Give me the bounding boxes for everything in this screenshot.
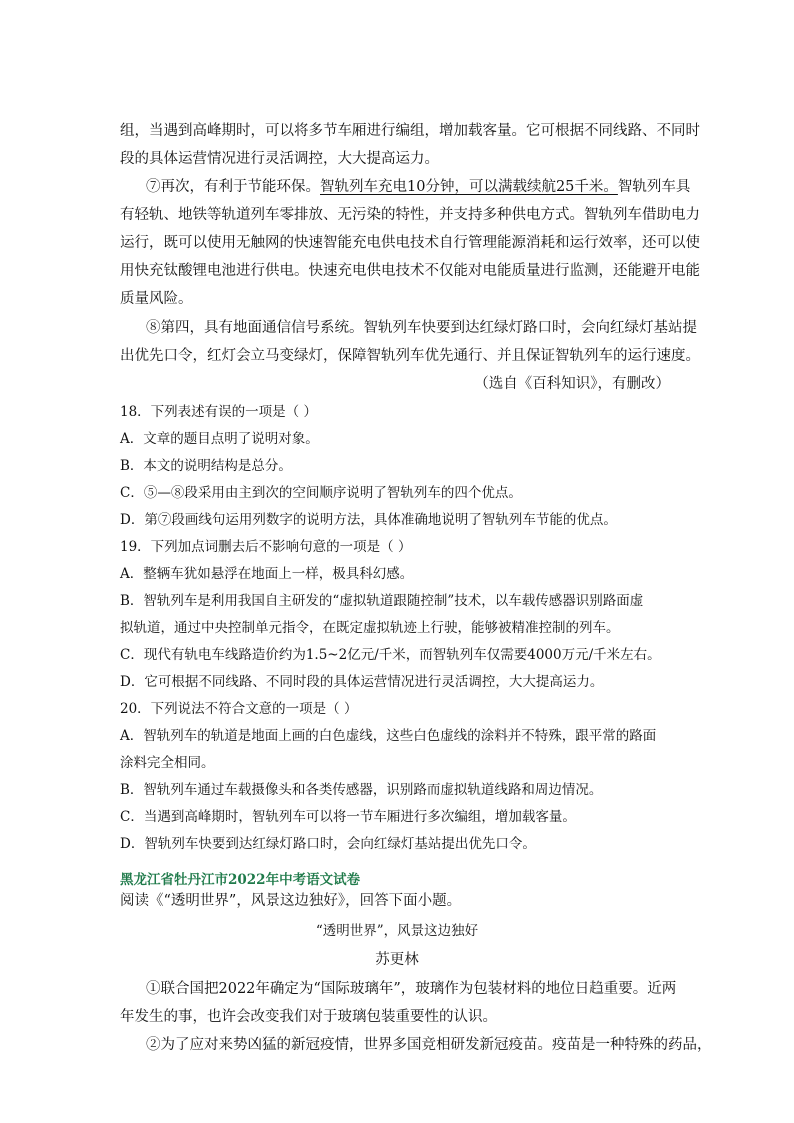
question-option: D．它可根据不同线路、不同时段的具体运营情况进行灵活调控，大大提高运力。 [120, 674, 604, 690]
question-option: A．文章的题目点明了说明对象。 [120, 431, 319, 447]
underlined-sentence: 智轨列车充电10分钟，可以满载续航25千米。 [320, 179, 618, 195]
question-option: B．本文的说明结构是总分。 [120, 458, 292, 474]
paragraph-7-first-line [146, 177, 690, 197]
question-option: A．智轨列车的轨道是地面上画的白色虚线，这些白色虚线的涂料并不特殊，跟平常的路面 [120, 728, 657, 744]
article-title: “透明世界”，风景这边独好 [315, 923, 479, 939]
passage-line: 运行，既可以使用无触网的快速智能充电供电技术自行管理能源消耗和运行效率，还可以使 [120, 235, 700, 251]
source-citation: （选自《百科知识》，有删改） [474, 376, 670, 392]
paragraph-7-lead: ⑦再次，有利于节能环保。 [146, 179, 320, 195]
article-paragraph-line: 年发生的事，也许会改变我们对于玻璃包装重要性的认识。 [120, 1009, 497, 1025]
question-option: D．第⑦段画线句运用列数字的说明方法，具体准确地说明了智轨列车节能的优点。 [120, 512, 617, 528]
question-option: B．智轨列车通过车载摄像头和各类传感器，识别路而虚拟轨道线路和周边情况。 [120, 782, 603, 798]
passage-line: 质量风险。 [120, 291, 193, 307]
article-paragraph-line: ②为了应对来势凶猛的新冠疫情，世界多国竞相研发新冠疫苗。疫苗是一种特殊的药品， [146, 1037, 712, 1053]
question-option: B．智轨列车是利用我国自主研发的“虚拟轨道跟随控制”技术，以车载传感器识别路面虚 [120, 593, 644, 609]
question-option: C．⑤—⑧段采用由主到次的空间顺序说明了智轨列车的四个优点。 [120, 485, 522, 501]
question-stem: 18．下列表述有误的一项是（ ） [120, 404, 317, 420]
question-option: 涂料完全相同。 [120, 755, 215, 771]
passage-line: 段的具体运营情况进行灵活调控，大大提高运力。 [120, 151, 439, 167]
question-stem: 19．下列加点词删去后不影响句意的一项是（ ） [120, 539, 412, 555]
reading-instruction: 阅读《“透明世界”，风景这边独好》，回答下面小题。 [120, 893, 462, 909]
question-option: D．智轨列车快要到达红绿灯路口时，会向红绿灯基站提出优先口令。 [120, 836, 536, 852]
question-option: C．当遇到高峰期时，智轨列车可以将一节车厢进行多次编组，增加载客量。 [120, 809, 576, 825]
exam-source-title: 黑龙江省牡丹江市2022年中考语文试卷 [120, 872, 361, 888]
question-stem: 20．下列说法不符合文意的一项是（ ） [120, 701, 358, 717]
paragraph-7-rest: 智轨列车具 [617, 179, 691, 195]
article-author: 苏更林 [375, 952, 419, 968]
passage-line: 组，当遇到高峰期时，可以将多节车厢进行编组，增加载客量。它可根据不同线路、不同时 [120, 123, 700, 139]
passage-line: ⑧第四，具有地面通信信号系统。智轨列车快要到达红绿灯路口时，会向红绿灯基站提 [146, 320, 697, 336]
question-option: 拟轨道，通过中央控制单元指令，在既定虚拟轨迹上行驶，能够被精准控制的列车。 [120, 620, 620, 636]
question-option: C．现代有轨电车线路造价约为1.5~2亿元/千米，而智轨列车仅需要4000万元/千米左右。 [120, 647, 661, 663]
passage-line: 用快充钛酸锂电池进行供电。快速充电供电技术不仅能对电能质量进行监测，还能避开电能 [120, 263, 700, 279]
article-paragraph-line: ①联合国把2022年确定为“国际玻璃年”，玻璃作为包装材料的地位日趋重要。近两 [146, 981, 677, 997]
question-option: A．整辆车犹如悬浮在地面上一样，极具科幻感。 [120, 566, 414, 582]
passage-line: 有轻轨、地铁等轨道列车零排放、无污染的特性，并支持多种供电方式。智轨列车借助电力 [120, 207, 700, 223]
passage-line: 出优先口令，红灯会立马变绿灯，保障智轨列车优先通行、并且保证智轨列车的运行速度。 [120, 348, 700, 364]
